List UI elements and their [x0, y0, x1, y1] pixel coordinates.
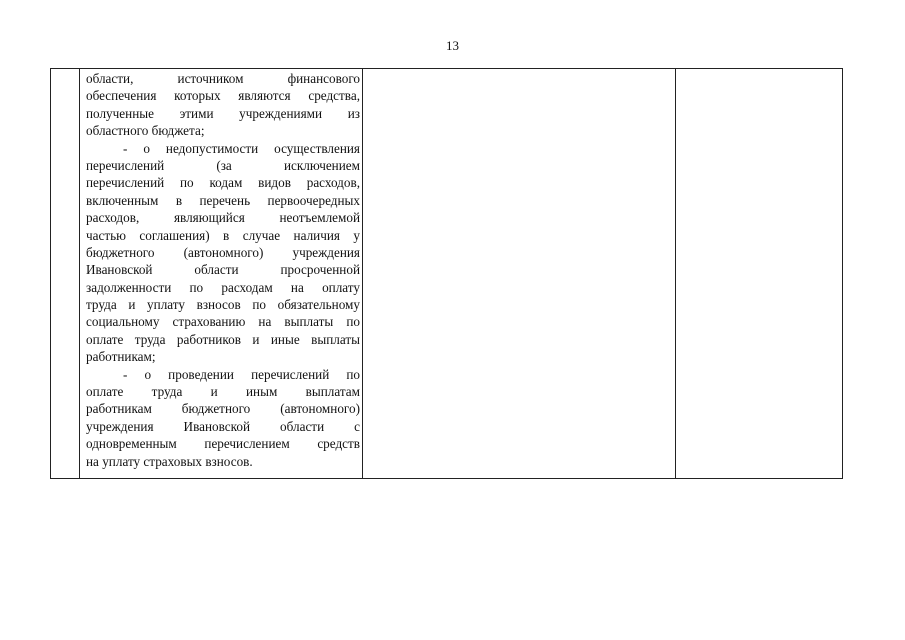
description-line: областного бюджета;: [86, 123, 205, 139]
description-line: перечислений по кодам видов расходов,: [86, 175, 360, 191]
description-line: расходов, являющийся неотъемлемой: [86, 210, 360, 226]
description-line: - о недопустимости осуществления: [123, 140, 360, 156]
table-cell-description: [80, 69, 363, 478]
table-cell-fourth: [676, 69, 842, 478]
description-line: Ивановской области просроченной: [86, 262, 360, 278]
description-text: [86, 70, 360, 470]
description-line: учреждения Ивановской области с: [86, 418, 360, 434]
description-line: включенным в перечень первоочередных: [86, 192, 360, 208]
page-number: 13: [446, 38, 459, 53]
description-line: оплате труда и иным выплатам: [86, 384, 360, 400]
description-line: работникам;: [86, 349, 156, 365]
document-table: [50, 68, 843, 479]
description-line: работникам бюджетного (автономного): [86, 401, 360, 417]
description-line: одновременным перечислением средств: [86, 436, 360, 452]
description-line: труда и уплату взносов по обязательному: [86, 297, 360, 313]
description-line: перечислений (за исключением: [86, 157, 360, 173]
description-line: области, источником финансового: [86, 71, 360, 86]
description-line: полученные этими учреждениями из: [86, 105, 360, 121]
table-cell-number: [51, 69, 80, 478]
description-line: частью соглашения) в случае наличия у: [86, 227, 360, 243]
description-line: задолженности по расходам на оплату: [86, 279, 360, 295]
description-line: оплате труда работников и иные выплаты: [86, 331, 360, 347]
description-line: бюджетного (автономного) учреждения: [86, 244, 360, 260]
description-line: социальному страхованию на выплаты по: [86, 314, 360, 330]
description-line: обеспечения которых являются средства,: [86, 88, 360, 104]
table-cell-third: [363, 69, 676, 478]
description-line: на уплату страховых взносов.: [86, 453, 253, 469]
description-line: - о проведении перечислений по: [123, 366, 360, 382]
